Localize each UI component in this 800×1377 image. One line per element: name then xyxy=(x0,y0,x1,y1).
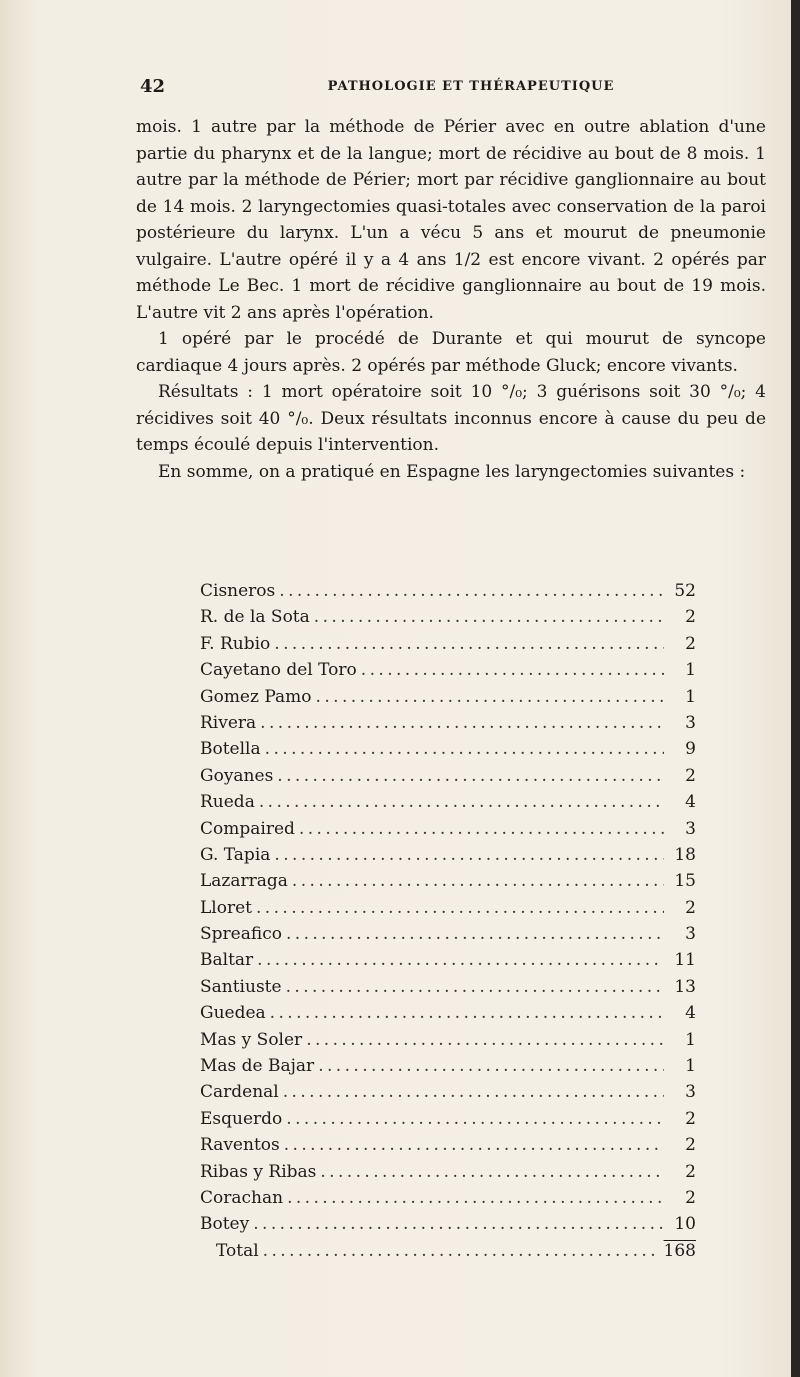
leader-dots xyxy=(270,1000,664,1026)
leader-dots xyxy=(279,578,664,604)
body-text xyxy=(136,114,766,485)
surgeon-name: Cayetano del Toro xyxy=(200,660,357,681)
surgeon-name: Cisneros xyxy=(200,581,276,601)
total-count: 168 xyxy=(663,1240,696,1261)
laryngectomy-count: 1 xyxy=(685,686,696,707)
table-row xyxy=(200,1000,696,1026)
table-row xyxy=(200,684,696,710)
table-row xyxy=(200,974,696,1000)
table-row xyxy=(200,789,696,815)
laryngectomy-count: 2 xyxy=(685,607,696,628)
leader-dots xyxy=(361,657,664,683)
leader-dots xyxy=(277,763,664,789)
page-number: 42 xyxy=(140,76,166,97)
surgeon-name: Baltar xyxy=(200,950,254,971)
table-row xyxy=(200,921,696,947)
surgeon-name: Mas y Soler xyxy=(200,1029,303,1050)
laryngectomy-count: 11 xyxy=(674,950,696,971)
surgeon-name: Guedea xyxy=(200,1003,266,1024)
surgeon-name: Santiuste xyxy=(200,976,282,997)
surgeon-name: F. Rubio xyxy=(200,633,271,654)
surgeon-name: Botey xyxy=(200,1214,250,1235)
laryngectomy-count: 2 xyxy=(685,1135,696,1156)
leader-dots xyxy=(274,842,664,868)
page-edge-shadow xyxy=(791,0,800,1377)
surgeon-name: Rueda xyxy=(200,792,255,813)
laryngectomy-count: 2 xyxy=(685,1187,696,1208)
leader-dots xyxy=(263,1238,660,1264)
leader-dots xyxy=(259,789,664,815)
leader-dots xyxy=(316,684,664,710)
surgeon-name: Compaired xyxy=(200,818,295,839)
table-row xyxy=(200,1185,696,1211)
table-row xyxy=(200,710,696,736)
laryngectomy-count: 3 xyxy=(685,818,696,839)
table-row xyxy=(200,947,696,973)
laryngectomy-count: 2 xyxy=(685,897,696,918)
surgeon-name: G. Tapia xyxy=(200,844,271,865)
table-row xyxy=(200,1159,696,1185)
table-row xyxy=(200,736,696,762)
laryngectomy-count: 1 xyxy=(685,660,696,681)
total-row xyxy=(200,1238,696,1264)
table-row xyxy=(200,763,696,789)
leader-dots xyxy=(286,921,664,947)
surgeon-name: Lloret xyxy=(200,897,252,918)
table-row xyxy=(200,604,696,630)
laryngectomy-count: 2 xyxy=(685,765,696,786)
leader-dots xyxy=(274,631,664,657)
paragraph: Résultats : 1 mort opératoire soit 10 °/₀; 3 guérisons soit 30 °/₀; 4 récidives soit 40 °/₀. Deux résultats inconnus encore à cause du peu de temps écoulé depuis l'intervention. xyxy=(136,382,766,455)
table-row xyxy=(200,1132,696,1158)
leader-dots xyxy=(314,604,664,630)
table-row xyxy=(200,657,696,683)
laryngectomy-count: 13 xyxy=(674,976,696,997)
surgeon-name: Corachan xyxy=(200,1187,284,1208)
table-row xyxy=(200,1211,696,1237)
table-row xyxy=(200,868,696,894)
laryngectomy-count: 2 xyxy=(685,1161,696,1182)
laryngectomy-count: 4 xyxy=(685,792,696,813)
leader-dots xyxy=(286,974,664,1000)
surgeon-name: Esquerdo xyxy=(200,1108,283,1129)
page-header xyxy=(136,76,766,102)
laryngectomy-count: 15 xyxy=(674,871,696,892)
running-title: PATHOLOGIE ET THÉRAPEUTIQUE xyxy=(327,79,615,94)
laryngectomy-count: 18 xyxy=(674,844,696,865)
leader-dots xyxy=(284,1132,664,1158)
table-row xyxy=(200,816,696,842)
laryngectomy-table xyxy=(200,578,696,1264)
leader-dots xyxy=(286,1106,664,1132)
total-label: Total xyxy=(216,1240,259,1261)
surgeon-name: Botella xyxy=(200,739,261,760)
laryngectomy-count: 3 xyxy=(685,1082,696,1103)
paragraph: 1 opéré par le procédé de Durante et qui mourut de syncope cardiaque 4 jours après. 2 opérés par méthode Gluck; encore vivants. xyxy=(136,329,766,376)
laryngectomy-count: 2 xyxy=(685,633,696,654)
surgeon-name: Goyanes xyxy=(200,765,274,786)
laryngectomy-count: 3 xyxy=(685,924,696,945)
laryngectomy-count: 1 xyxy=(685,1029,696,1050)
table-row xyxy=(200,631,696,657)
surgeon-name: Rivera xyxy=(200,712,257,733)
table-row xyxy=(200,1106,696,1132)
paragraph: mois. 1 autre par la méthode de Périer avec en outre ablation d'une partie du pharynx et de la langue; mort de récidive au bout de 8 mois. 1 autre par la méthode de Périer; mort par récidive ganglionnaire au bout de 14 mois. 2 laryngectomies quasi-totales avec conservation de la paroi postérieure du larynx. L'un a vécu 5 ans et mourut de pneumonie vulgaire. L'autre opéré il y a 4 ans 1/2 est encore vivant. 2 opérés par méthode Le Bec. 1 mort de récidive ganglionnaire au bout de 19 mois. L'autre vit 2 ans après l'opération. xyxy=(136,117,766,323)
surgeon-name: Spreafico xyxy=(200,924,282,945)
leader-dots xyxy=(260,710,664,736)
table-row xyxy=(200,1027,696,1053)
leader-dots xyxy=(299,816,664,842)
surgeon-name: Cardenal xyxy=(200,1082,279,1103)
leader-dots xyxy=(318,1053,664,1079)
leader-dots xyxy=(265,736,664,762)
leader-dots xyxy=(283,1079,664,1105)
leader-dots xyxy=(320,1159,664,1185)
paragraph: En somme, on a pratiqué en Espagne les laryngectomies suivantes : xyxy=(158,461,746,482)
laryngectomy-count: 4 xyxy=(685,1003,696,1024)
surgeon-name: Mas de Bajar xyxy=(200,1056,315,1077)
surgeon-name: Ribas y Ribas xyxy=(200,1161,317,1182)
leader-dots xyxy=(256,895,664,921)
leader-dots xyxy=(257,947,664,973)
table-row xyxy=(200,842,696,868)
surgeon-name: Raventos xyxy=(200,1135,280,1156)
table-row xyxy=(200,1053,696,1079)
laryngectomy-count: 1 xyxy=(685,1056,696,1077)
surgeon-name: R. de la Sota xyxy=(200,607,310,628)
leader-dots xyxy=(306,1027,664,1053)
laryngectomy-count: 2 xyxy=(685,1108,696,1129)
leader-dots xyxy=(292,868,664,894)
laryngectomy-count: 10 xyxy=(674,1214,696,1235)
leader-dots xyxy=(287,1185,664,1211)
table-row xyxy=(200,578,696,604)
laryngectomy-count: 9 xyxy=(685,739,696,760)
table-row xyxy=(200,895,696,921)
surgeon-name: Lazarraga xyxy=(200,871,288,892)
table-row xyxy=(200,1079,696,1105)
laryngectomy-count: 52 xyxy=(674,581,696,601)
surgeon-name: Gomez Pamo xyxy=(200,686,312,707)
laryngectomy-count: 3 xyxy=(685,712,696,733)
leader-dots xyxy=(253,1211,664,1237)
